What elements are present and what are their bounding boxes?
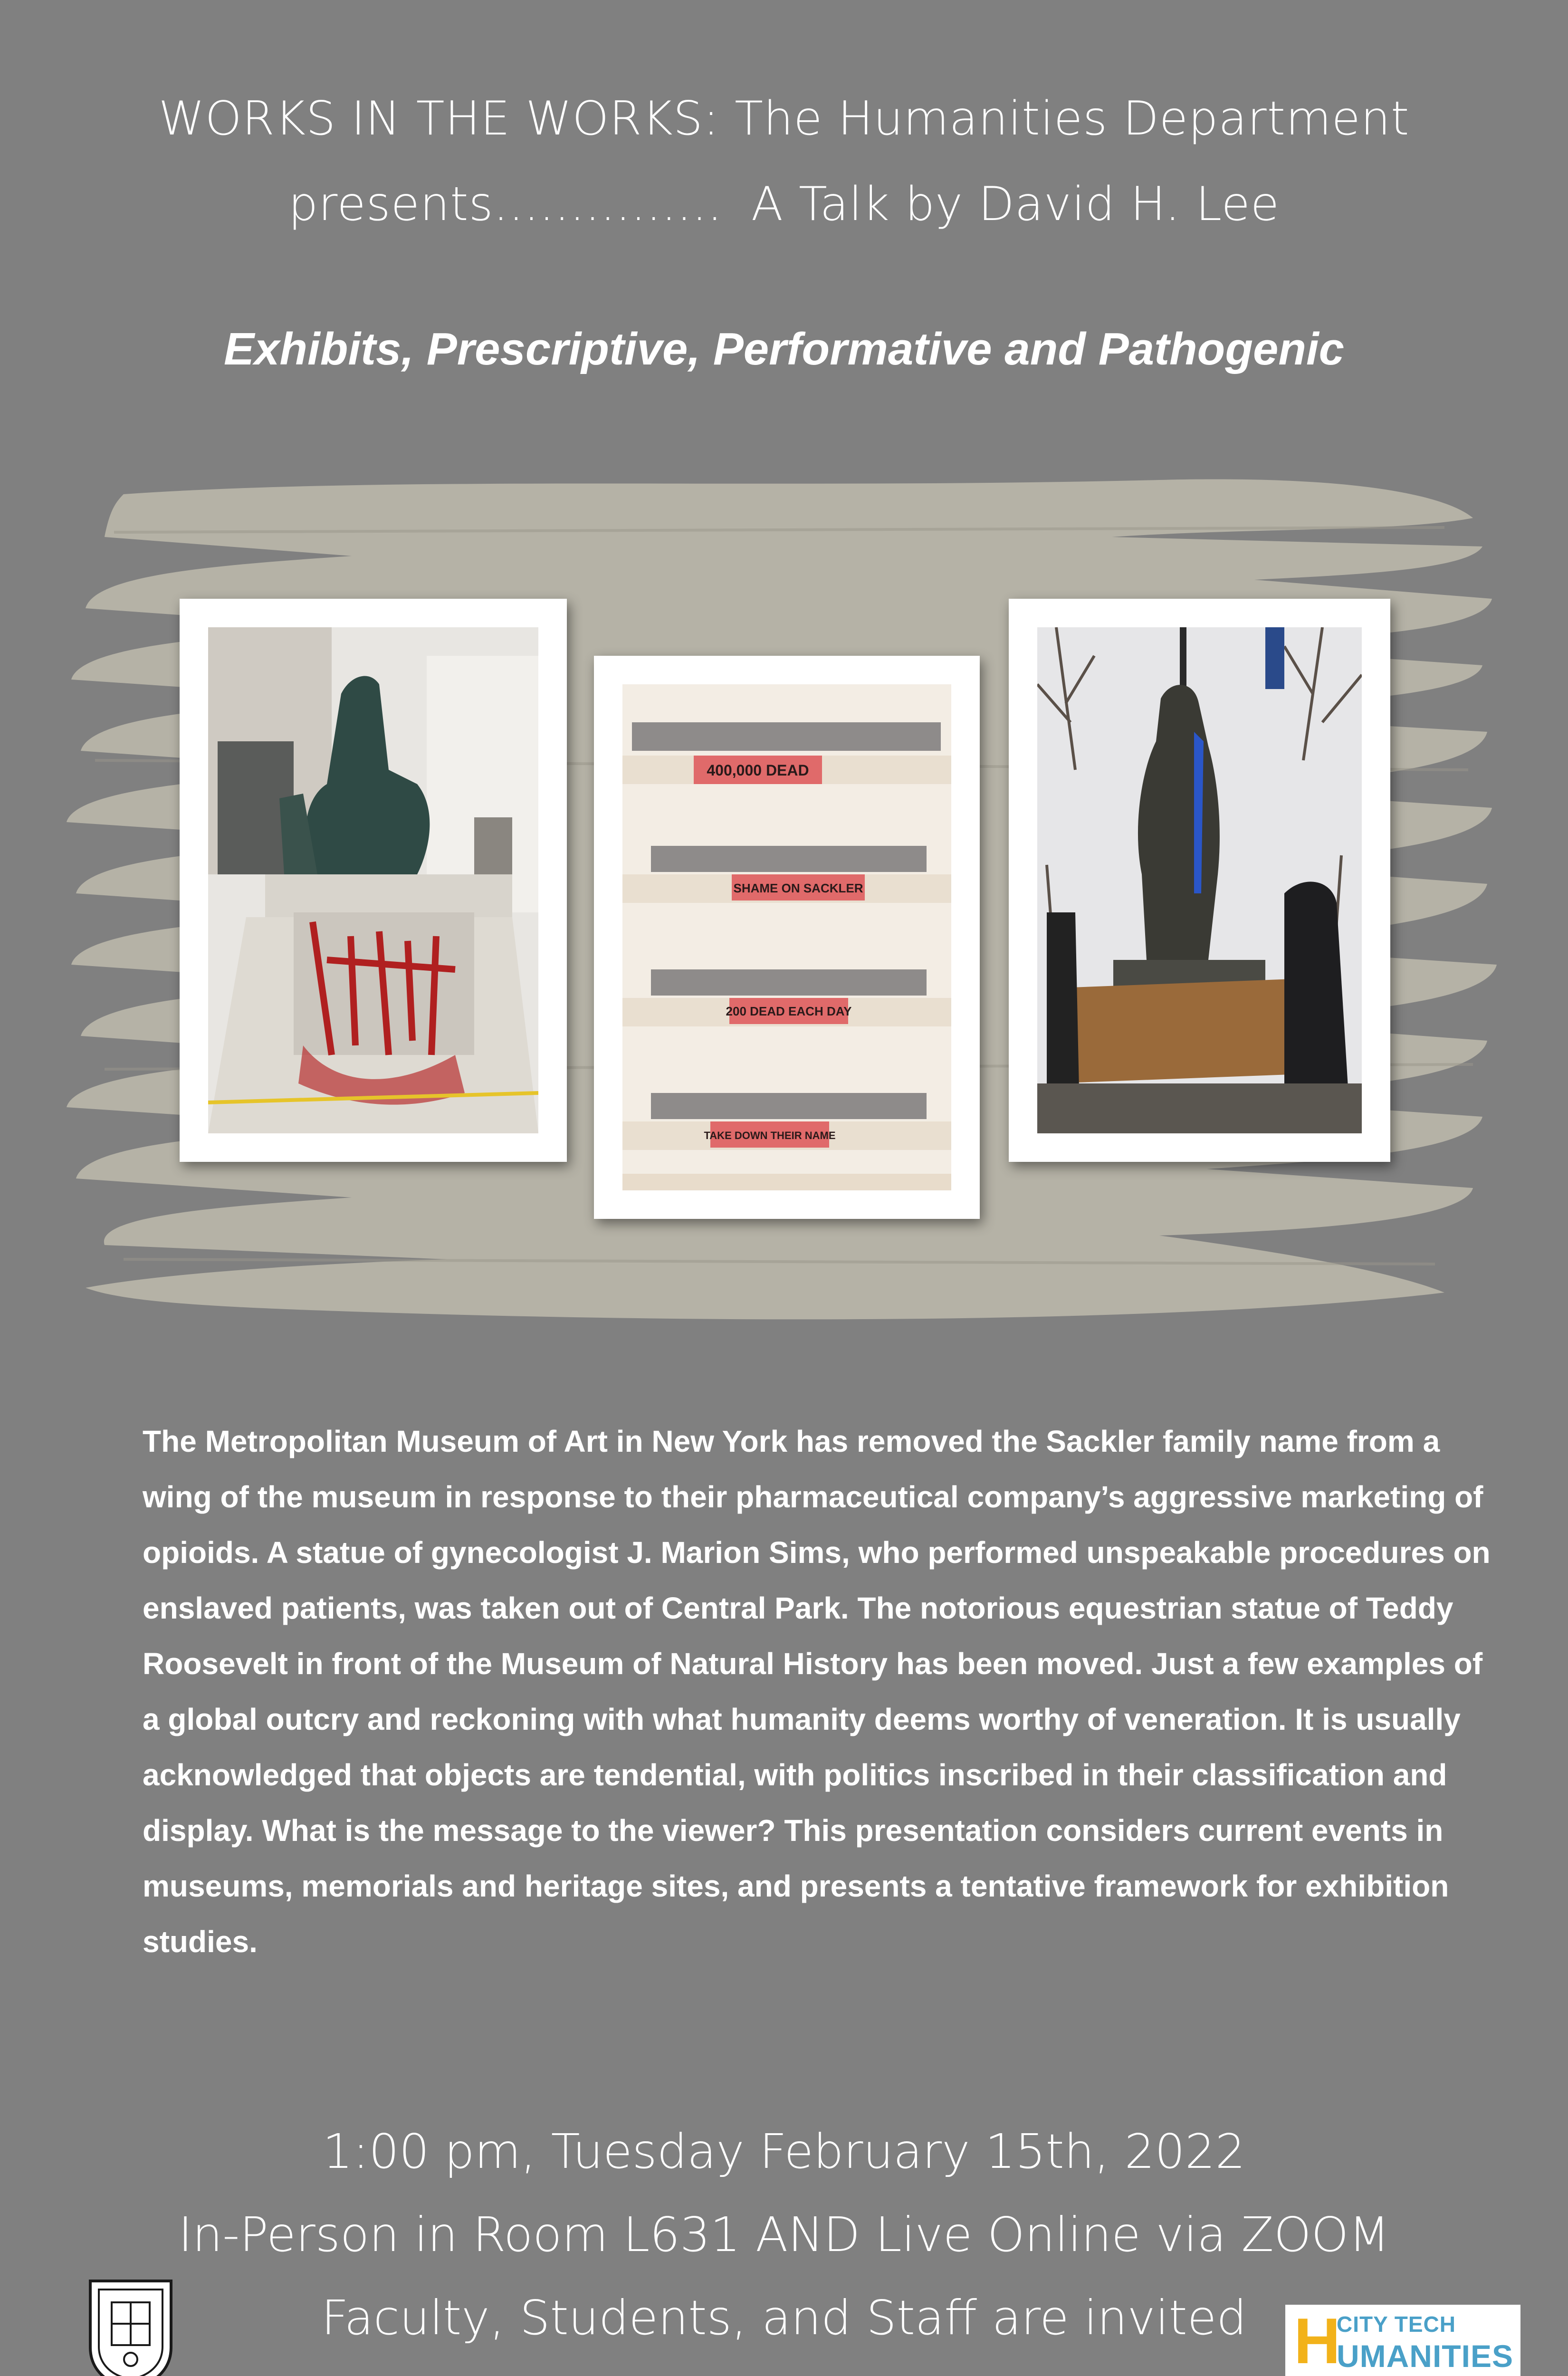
talk-subtitle: Exhibits, Prescriptive, Performative and Pathogenic	[223, 324, 1345, 374]
photo-statue-removal	[1009, 599, 1390, 1162]
photo-roosevelt-statue	[180, 599, 567, 1162]
event-location: In-Person in Room L631 AND Live Online via ZOOM	[178, 2207, 1390, 2262]
photo-museum-protest	[594, 656, 980, 1219]
city-tech-humanities-logo	[1285, 2305, 1520, 2376]
banner-text: 200 DEAD EACH DAY	[726, 1004, 852, 1018]
logo-line-2: UMANITIES	[1337, 2338, 1513, 2374]
event-datetime: 1:00 pm, Tuesday February 15th, 2022	[322, 2124, 1246, 2179]
header-presents: presents...............	[288, 177, 723, 231]
museum-protest-image	[622, 684, 951, 1190]
event-audience: Faculty, Students, and Staff are invited	[321, 2290, 1247, 2346]
logo-line-1: CITY TECH	[1337, 2312, 1456, 2337]
banner-text: SHAME ON SACKLER	[733, 881, 863, 895]
poster-header	[0, 76, 1568, 247]
college-seal-icon	[86, 2276, 176, 2376]
roosevelt-statue-image	[208, 627, 538, 1133]
talk-description: The Metropolitan Museum of Art in New York has removed the Sackler family name from a wing of the museum in response to their pharmaceutical company’s aggressive marketing of opioids. A statue of gynecologist J. Marion Sims, who performed unspeakable procedures on enslaved patients, was taken out of Central Park. The notorious equestrian statue of Teddy Roosevelt in front of the Museum of Natural History has been moved. Just a few examples of a global outcry and reckoning with what humanity deems worthy of veneration. It is usually acknowledged that objects are tendential, with politics inscribed in their classification and display. What is the message to the viewer? This presentation considers current events in museums, memorials and heritage sites, and presents a tentative framework for exhibition studies.	[143, 1424, 1491, 1959]
header-line-2	[0, 162, 1568, 247]
header-talk-title: A Talk by David H. Lee	[751, 177, 1280, 231]
banner-text: TAKE DOWN THEIR NAME	[704, 1130, 836, 1141]
header-line-1: WORKS IN THE WORKS: The Humanities Department	[158, 92, 1410, 146]
banner-text: 400,000 DEAD	[707, 762, 809, 779]
logo-letter: H	[1294, 2305, 1341, 2376]
statue-removal-image	[1037, 627, 1362, 1133]
